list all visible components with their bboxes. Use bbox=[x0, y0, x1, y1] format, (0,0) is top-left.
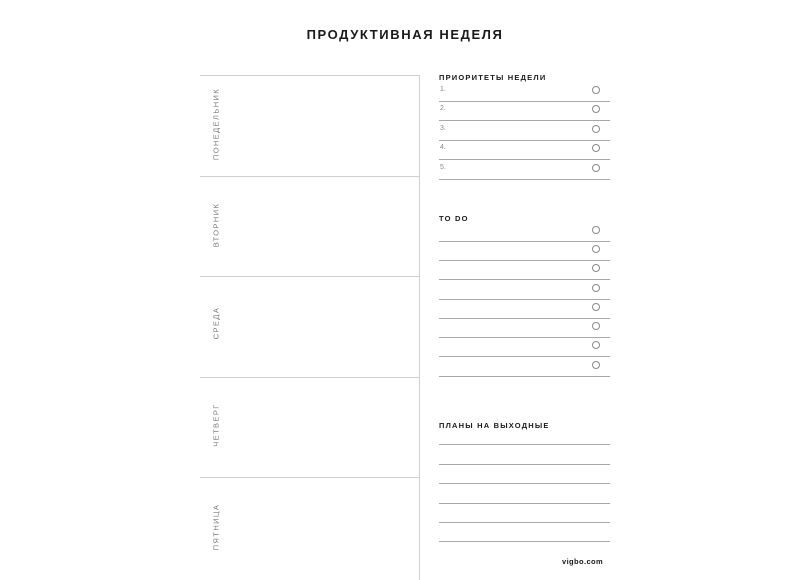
checkbox-circle-icon[interactable] bbox=[592, 303, 600, 311]
todo-row[interactable] bbox=[439, 357, 610, 377]
weekend-plan-line[interactable] bbox=[439, 464, 610, 465]
todo-row[interactable] bbox=[439, 280, 610, 300]
checkbox-circle-icon[interactable] bbox=[592, 226, 600, 234]
priority-number: 2. bbox=[440, 105, 446, 112]
checkbox-circle-icon[interactable] bbox=[592, 105, 600, 113]
weekend-plan-line[interactable] bbox=[439, 483, 610, 484]
day-section[interactable] bbox=[200, 75, 419, 175]
day-section[interactable] bbox=[200, 276, 419, 376]
priority-row[interactable] bbox=[439, 101, 610, 121]
todo-row[interactable] bbox=[439, 337, 610, 357]
priority-number: 3. bbox=[440, 125, 446, 132]
priority-number: 5. bbox=[440, 164, 446, 171]
todo-row[interactable] bbox=[439, 318, 610, 338]
todo-row[interactable] bbox=[439, 241, 610, 261]
weekend-plan-line[interactable] bbox=[439, 444, 610, 445]
day-divider bbox=[200, 276, 419, 277]
todo-row[interactable] bbox=[439, 299, 610, 319]
day-label-text: СРЕДА bbox=[211, 306, 221, 340]
day-section[interactable] bbox=[200, 477, 419, 577]
checkbox-circle-icon[interactable] bbox=[592, 245, 600, 253]
priority-row[interactable] bbox=[439, 121, 610, 141]
weekend-plan-line[interactable] bbox=[439, 503, 610, 504]
priority-row[interactable] bbox=[439, 82, 610, 102]
day-label-text: ЧЕТВЕРГ bbox=[211, 403, 221, 447]
priority-number: 1. bbox=[440, 86, 446, 93]
day-section[interactable] bbox=[200, 176, 419, 276]
weekend-plans-heading: ПЛАНЫ НА ВЫХОДНЫЕ bbox=[439, 421, 550, 430]
weekend-plan-line[interactable] bbox=[439, 541, 610, 542]
priorities-heading: ПРИОРИТЕТЫ НЕДЕЛИ bbox=[439, 73, 547, 82]
checkbox-circle-icon[interactable] bbox=[592, 264, 600, 272]
day-label-text: ВТОРНИК bbox=[211, 202, 221, 248]
checkbox-circle-icon[interactable] bbox=[592, 361, 600, 369]
checkbox-circle-icon[interactable] bbox=[592, 125, 600, 133]
checkbox-circle-icon[interactable] bbox=[592, 284, 600, 292]
day-divider bbox=[200, 477, 419, 478]
priority-number: 4. bbox=[440, 144, 446, 151]
todo-row[interactable] bbox=[439, 260, 610, 280]
checkbox-circle-icon[interactable] bbox=[592, 86, 600, 94]
checkbox-circle-icon[interactable] bbox=[592, 144, 600, 152]
footer-brand: vigbo.com bbox=[562, 557, 604, 566]
day-section[interactable] bbox=[200, 377, 419, 477]
todo-row[interactable] bbox=[439, 222, 610, 242]
todo-heading: TO DO bbox=[439, 214, 469, 223]
page-title: ПРОДУКТИВНАЯ НЕДЕЛЯ bbox=[306, 27, 504, 42]
day-divider bbox=[200, 176, 419, 177]
day-divider bbox=[200, 377, 419, 378]
priority-row[interactable] bbox=[439, 160, 610, 180]
checkbox-circle-icon[interactable] bbox=[592, 322, 600, 330]
weekend-plan-line[interactable] bbox=[439, 522, 610, 523]
day-label-text: ПОНЕДЕЛЬНИК bbox=[211, 87, 221, 161]
checkbox-circle-icon[interactable] bbox=[592, 164, 600, 172]
day-column-divider bbox=[419, 75, 420, 580]
day-label-text: ПЯТНИЦА bbox=[211, 503, 221, 551]
checkbox-circle-icon[interactable] bbox=[592, 341, 600, 349]
priority-row[interactable] bbox=[439, 140, 610, 160]
